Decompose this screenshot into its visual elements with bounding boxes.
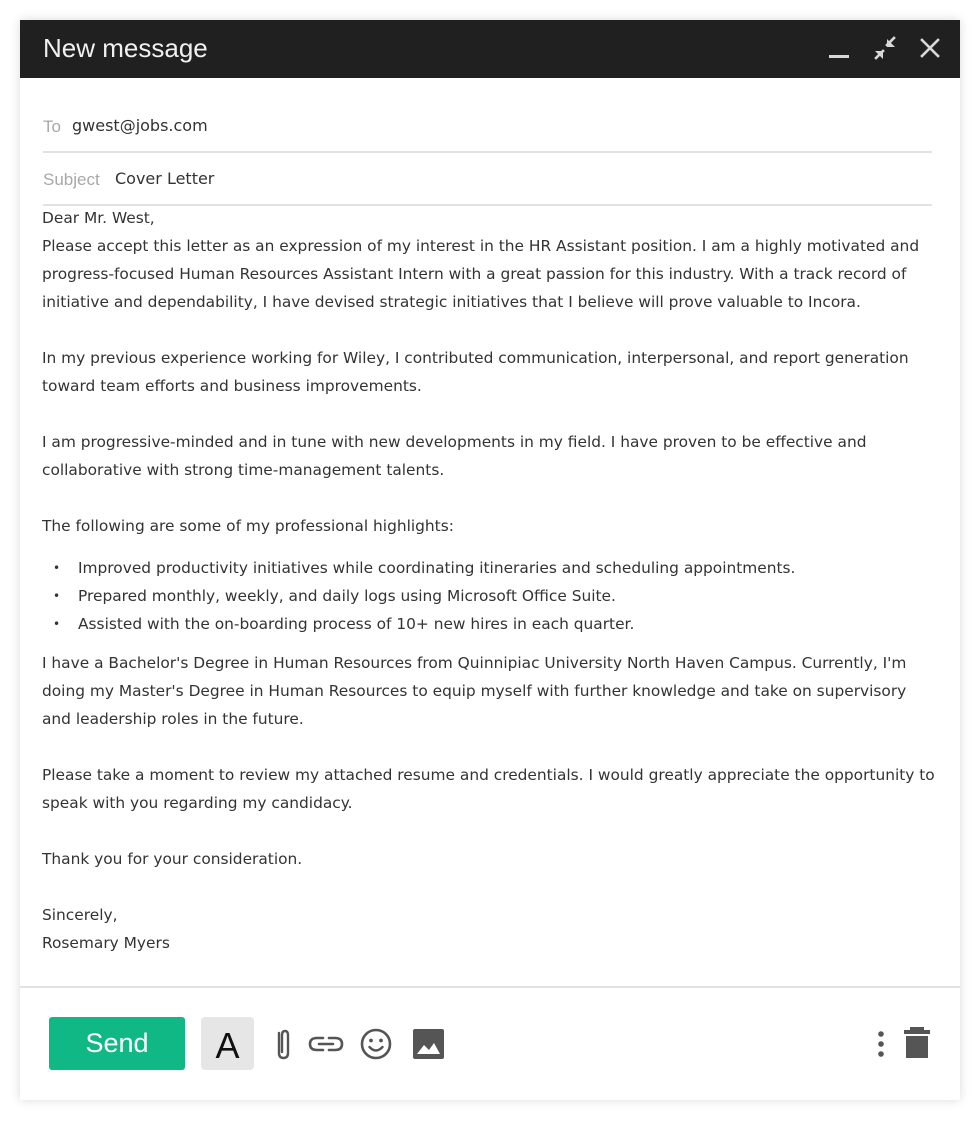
message-body[interactable]	[42, 204, 937, 957]
bullet-icon: •	[53, 561, 61, 575]
list-item: • Prepared monthly, weekly, and daily logs using Microsoft Office Suite.	[42, 582, 937, 610]
compose-window	[20, 20, 960, 1100]
close-icon[interactable]	[915, 34, 945, 64]
title-bar	[20, 20, 960, 78]
list-item: • Improved productivity initiatives while coordinating itineraries and scheduling appointments.	[42, 554, 937, 582]
body-paragraph: Please take a moment to review my attached resume and credentials. I would greatly appreciate the opportunity to speak with you regarding my candidacy.	[42, 766, 935, 812]
trash-icon[interactable]	[900, 1025, 938, 1063]
body-paragraph: Thank you for your consideration.	[42, 850, 303, 868]
subject-field[interactable]	[43, 152, 932, 206]
body-paragraph: In my previous experience working for Wiley, I contributed communication, interpersonal, and report generation toward team efforts and business improvements.	[42, 349, 909, 395]
window-title: New message	[43, 33, 208, 63]
attach-icon[interactable]	[262, 1025, 300, 1063]
emoji-icon[interactable]	[357, 1025, 395, 1063]
list-item: • Assisted with the on-boarding process of 10+ new hires in each quarter.	[42, 610, 937, 638]
signature: Rosemary Myers	[42, 934, 170, 952]
collapse-icon[interactable]	[870, 34, 900, 64]
format-text-button[interactable]: A	[201, 1017, 254, 1070]
highlights-list	[42, 554, 937, 638]
body-paragraph: Please accept this letter as an expression of my interest in the HR Assistant position. I am a highly motivated and progress-focused Human Resources Assistant Intern with a great passion for this industry. With a track record of initiative and dependability, I have devised strategic initiatives that I believe will prove valuable to Incora.	[42, 237, 920, 311]
minimize-icon[interactable]	[824, 34, 854, 64]
body-paragraph: I am progressive-minded and in tune with new developments in my field. I have proven to be effective and collaborative with strong time-management talents.	[42, 433, 867, 479]
body-paragraph: I have a Bachelor's Degree in Human Resources from Quinnipiac University North Haven Campus. Currently, I'm doing my Master's Degree in Human Resources to equip myself with further knowledge and take on supervisory and leadership roles in the future.	[42, 654, 907, 728]
to-field[interactable]	[43, 99, 932, 153]
bullet-icon: •	[53, 589, 61, 603]
greeting: Dear Mr. West,	[42, 209, 155, 227]
send-button[interactable]: Send	[49, 1017, 185, 1070]
body-paragraph: The following are some of my professional highlights:	[42, 517, 454, 535]
compose-toolbar	[20, 988, 960, 1100]
closing: Sincerely,	[42, 906, 118, 924]
bullet-icon: •	[53, 617, 61, 631]
link-icon[interactable]	[307, 1025, 345, 1063]
subject-label: Subject	[43, 170, 100, 189]
to-input[interactable]: gwest@jobs.com	[72, 116, 208, 135]
image-icon[interactable]	[409, 1025, 447, 1063]
to-label: To	[43, 117, 61, 136]
subject-input[interactable]: Cover Letter	[115, 169, 215, 188]
